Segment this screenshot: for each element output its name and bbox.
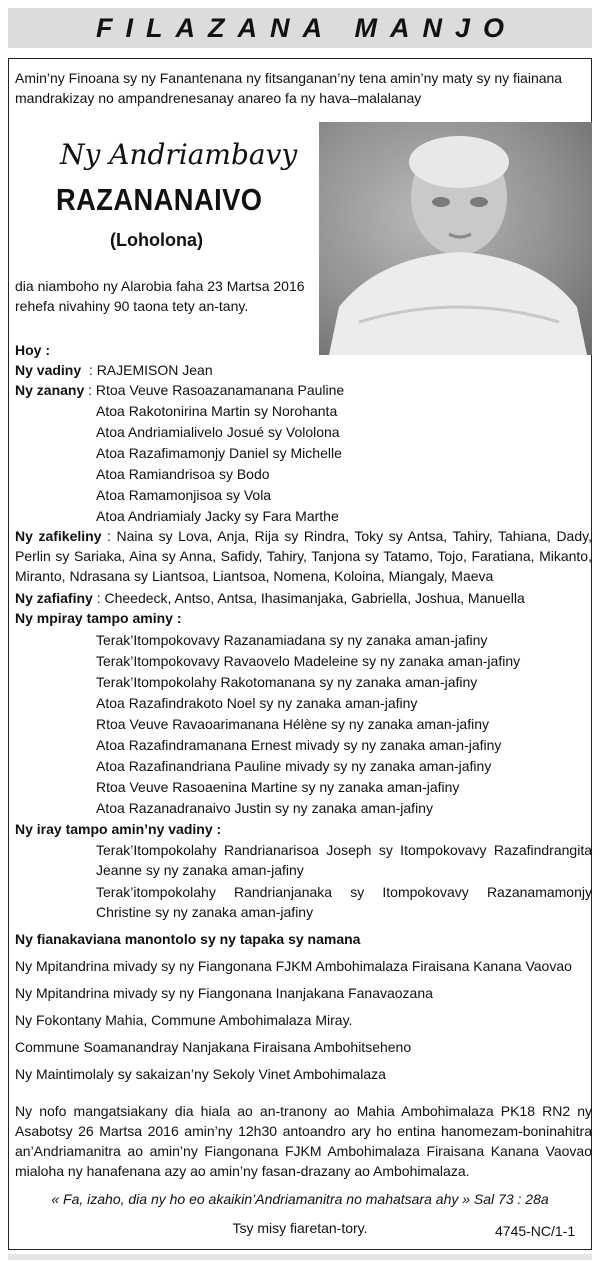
sibling-entry: Atoa Razafinandriana Pauline mivady sy ny zanaka aman-jafiny	[96, 758, 492, 774]
death-line-1: dia niamboho ny Alarobia faha 23 Martsa 2016	[15, 278, 305, 294]
organization-entry: Commune Soamanandray Nanjakana Firaisana Ambohitseheno	[15, 1039, 412, 1055]
mpiray-label: Ny mpiray tampo aminy :	[15, 610, 182, 626]
zanany-line	[15, 380, 344, 400]
vadiny-value: : RAJEMISON Jean	[88, 362, 213, 378]
zafiafiny-line	[15, 588, 525, 608]
portrait-photo	[319, 122, 592, 355]
hoy-label: Hoy :	[15, 342, 50, 358]
sibling-entry: Terak’Itompokovavy Razanamiadana sy ny zanaka aman-jafiny	[96, 632, 488, 648]
organization-entry: Ny Mpitandrina mivady sy ny Fiangonana FJKM Ambohimalaza Firaisana Kanana Vaovao	[15, 958, 572, 974]
vadiny-label: Ny vadiny	[15, 362, 82, 378]
organization-entry: Ny Maintimolaly sy sakaizan’ny Sekoly Vinet Ambohimalaza	[15, 1066, 386, 1082]
deceased-prefix: Ny Andriambavy	[60, 138, 298, 171]
zafikeliny-text: : Naina sy Lova, Anja, Rija sy Rindra, Toky sy Antsa, Tahiry, Tahiana, Dady, Perlin sy Sariaka, Aina sy Anna, Safidy, Tahiry, Tanjona sy Tatamo, Tojo, Faratiana, Mikanto, Miranto, Ndrasana sy Liantsoa, Liantsoa, Nomena, Koloina, Miangaly, Maeva	[15, 528, 592, 584]
inlaw-entry: Terak’itompokolahy Randrianjanaka sy Itompokovavy Razanamamonjy Christine sy ny zanaka aman-jafiny	[96, 884, 592, 920]
child-entry: Atoa Andriamialivelo Josué sy Vololona	[96, 424, 340, 440]
notice-title: FILAZANA MANJO	[96, 12, 517, 43]
deceased-name: RAZANANAIVO	[56, 182, 263, 217]
organization-entry: Ny Fokontany Mahia, Commune Ambohimalaza Miray.	[15, 1012, 353, 1028]
zafikeliny-label: Ny zafikeliny	[15, 528, 102, 544]
sibling-entry: Rtoa Veuve Rasoaenina Martine sy ny zanaka aman-jafiny	[96, 779, 460, 795]
child-entry: Atoa Razafimamonjy Daniel sy Michelle	[96, 445, 342, 461]
sibling-entry: Terak’Itompokovavy Ravaovelo Madeleine sy ny zanaka aman-jafiny	[96, 653, 521, 669]
sibling-entry: Atoa Razafindramanana Ernest mivady sy ny zanaka aman-jafiny	[96, 737, 502, 753]
closing-text: Tsy misy fiaretan-tory.	[232, 1220, 368, 1236]
zanany-first: : Rtoa Veuve Rasoazanamanana Pauline	[88, 382, 345, 398]
child-entry: Atoa Andriamialy Jacky sy Fara Marthe	[96, 508, 339, 524]
bottom-divider	[8, 1254, 592, 1260]
vadiny-line	[15, 360, 213, 380]
reference-code: 4745-NC/1-1	[495, 1223, 576, 1239]
child-entry: Atoa Ramamonjisoa sy Vola	[96, 487, 272, 503]
intro-text: Amin’ny Finoana sy ny Fanantenana ny fitsanganan’ny tena amin’ny maty sy ny fiainana mandrakizay no ampandrenesanay anareo fa ny hava–malalanay	[15, 70, 563, 106]
zafikeliny-paragraph	[15, 526, 592, 586]
portrait-image	[319, 122, 592, 355]
iray-label: Ny iray tampo amin’ny vadiny :	[15, 821, 222, 837]
inlaw-entry: Terak’Itompokolahy Randrianarisoa Joseph sy Itompokovavy Razafindrangita Jeanne sy ny zanaka aman-jafiny	[96, 842, 592, 878]
bible-verse: « Fa, izaho, dia ny ho eo akaikin’Andriamanitra no mahatsara ahy » Sal 73 : 28a	[51, 1191, 549, 1207]
sibling-entry: Atoa Razanadranaivo Justin sy ny zanaka aman-jafiny	[96, 800, 433, 816]
zafiafiny-label: Ny zafiafiny	[15, 590, 93, 606]
organization-entry: Ny Mpitandrina mivady sy ny Fiangonana Inanjakana Fanavaozana	[15, 985, 433, 1001]
deceased-nickname: (Loholona)	[110, 230, 203, 250]
sibling-entry: Atoa Razafindrakoto Noel sy ny zanaka aman-jafiny	[96, 695, 418, 711]
zafiafiny-text: : Cheedeck, Antso, Antsa, Ihasimanjaka, Gabriella, Joshua, Manuella	[96, 590, 525, 606]
header-banner	[8, 8, 592, 48]
sibling-entry: Terak’Itompokolahy Rakotomanana sy ny zanaka aman-jafiny	[96, 674, 478, 690]
funeral-paragraph: Ny nofo mangatsiakany dia hiala ao an-tranony ao Mahia Ambohimalaza PK18 RN2 ny Asabotsy 26 Martsa 2016 amin’ny 12h30 antoandro ary ho entina hanomezam-boninahitra an’Andriamanitra ao amin’ny Fiangonana FJKM Ambohimalaza Firaisana Kanana Vaovao mialoha ny hanafenana azy ao amin’ny fasan-drazany ao Ambohimalaza.	[15, 1103, 592, 1179]
child-entry: Atoa Rakotonirina Martin sy Norohanta	[96, 403, 338, 419]
child-entry: Atoa Ramiandrisoa sy Bodo	[96, 466, 270, 482]
fianakaviana-label: Ny fianakaviana manontolo sy ny tapaka sy namana	[15, 931, 361, 947]
sibling-entry: Rtoa Veuve Ravaoarimanana Hélène sy ny zanaka aman-jafiny	[96, 716, 490, 732]
death-line-2: rehefa nivahiny 90 taona tety an-tany.	[15, 298, 249, 314]
zanany-label: Ny zanany	[15, 382, 85, 398]
